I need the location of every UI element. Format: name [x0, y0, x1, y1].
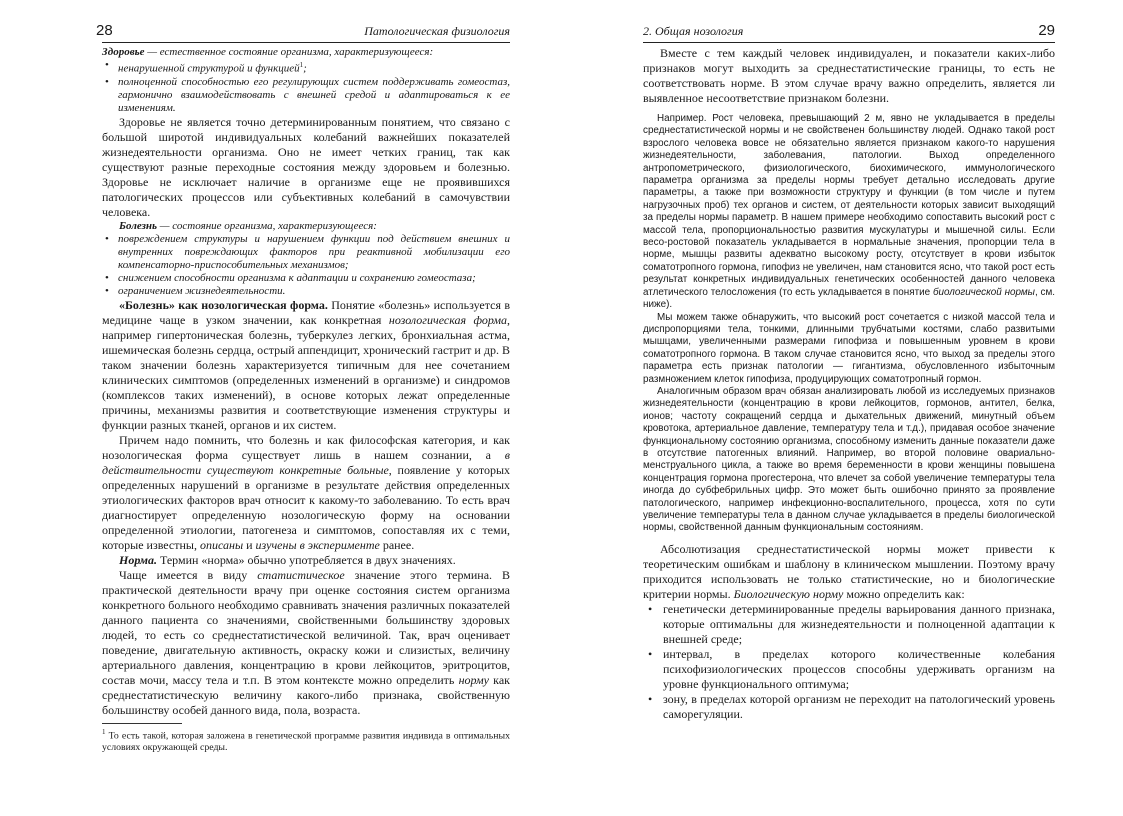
footnote: $^1$ То есть такой, которая заложена в генетической программе развития индивида в оптимальных условиях окружающей среды.	[102, 727, 511, 753]
disease-definition	[102, 220, 510, 298]
paragraph: Здоровье не является точно детерминированным понятием, что связано с большой широтой индивидуальных колебаний важнейших показателей жизнедеятельности организма. Оно не имеет четких границ, так как существуют разные переходные состояния между здоровьем и болезнью. Здоровье не исключает наличие в организме еще не проявившихся патологических процессов или субъективных колебаний в самочувствии человека.	[102, 114, 510, 219]
list-item: • ненарушенной структурой и функцией$^1$;	[118, 59, 510, 76]
disease-definition-intro: Болезнь — состояние организма, характеризующееся:	[119, 219, 377, 232]
list-item: • полноценной способностью его регулирующих систем поддерживать гомеостаз, гармонично взаимодействовать с внешней средой и адаптироваться к ее изменениям.	[118, 76, 510, 115]
right-page-number: 29	[1038, 22, 1055, 39]
biological-norm-list	[643, 602, 1055, 722]
right-page-header	[643, 22, 1055, 43]
left-page-header	[96, 22, 510, 43]
paragraph: Норма. Термин «норма» обычно употребляется в двух значениях.	[119, 552, 456, 567]
health-definition	[102, 46, 510, 115]
health-definition-intro: Здоровье — естественное состояние организма, характеризующееся:	[102, 46, 434, 58]
example-paragraph: Аналогичным образом врач обязан анализировать любой из исследуемых признаков жизнедеятельности (концентрацию в крови лейкоцитов, гормонов, антител, белка, ионов; частоту сокращений сердца и дыхательных движений, минутный объем кровотока, артериальное давление, температуру тела и т.д.), придавая особое значение функциональному состоянию организма, способному изменить данные показатели даже в отсутствие патогенных влияний. Например, во второй половине овариально-менструального цикла, а также во время беременности в крови женщины повышена концентрация гормона прогестерона, что влечет за собой увеличение температуры тела иногда до субфебрильных цифр. Это может быть ошибочно принято за проявление патологического, например инфекционно-воспалительного, процесса, хотя по сути увеличение температуры тела в данном случае укладывается в пределы биологической нормы, свойственной данным функциональным состояниям.	[643, 385, 1055, 534]
list-item: • ограничением жизнедеятельности.	[118, 285, 510, 298]
paragraph: «Болезнь» как нозологическая форма. Понятие «болезнь» используется в медицине чаще в узком значении, как конкретная нозологическая форма, например гипертоническая болезнь, туберкулез легких, бронхиальная астма, ишемическая болезнь сердца, острый аппендицит, хронический гастрит и др. В таком значении болезнь характеризуется типичным для нее сочетанием клинических симптомов (определенных изменений в организме) и синдромов (комплексов таких изменений), в основе которых лежат определенные причины, механизмы развития и соответствующие изменения структуры и функции разных тканей, органов и их систем.	[102, 297, 510, 432]
list-item: • зону, в пределах которой организм не переходит на патологический уровень саморегуляции.	[663, 692, 1055, 722]
disease-definition-list	[102, 233, 510, 298]
left-page-number: 28	[96, 22, 113, 39]
right-running-title: 2. Общая нозология	[643, 24, 744, 38]
left-page	[96, 22, 511, 754]
paragraph: Абсолютизация среднестатистической нормы может привести к теоретическим ошибкам и шаблону в клиническом мышлении. Поэтому врачу приходится использовать не только статистические, но и биологические критерии нормы. Биологическую норму можно определить как:	[643, 541, 1055, 601]
footnote-rule	[102, 723, 182, 724]
list-item: • генетически детерминированные пределы варьирования данного признака, которые оптимальны для жизнедеятельности и полноценной адаптации к внешней среде;	[663, 602, 1055, 647]
footnote-mark: 1	[299, 61, 304, 69]
list-item: • повреждением структуры и нарушением функции под действием внешних и внутренних повреждающих факторов при реактивной мобилизации его компенсаторно-приспособительных механизмов;	[118, 233, 510, 272]
left-running-title: Патологическая физиология	[364, 24, 510, 38]
example-paragraph: Мы можем также обнаружить, что высокий рост сочетается с низкой массой тела и диспропорциями тела, тонкими, длинными трубчатыми костями, слабо развитыми мышцами, увеличенными размерами гипофиза и повышенным уровнем в крови соматотропного гормона. В таком случае становится ясно, что выход за пределы этого параметра есть признак патологии — гигантизма, обусловленного избыточным размножением клеток гипофиза, продуцирующих соматотропный гормон.	[643, 311, 1055, 385]
list-item: • снижением способности организма к адаптации и сохранению гомеостаза;	[118, 272, 510, 285]
right-page	[643, 22, 1055, 722]
paragraph: Причем надо помнить, что болезнь и как философская категория, и как нозологическая форма существует лишь в нашем сознании, а в действительности существуют конкретные больные, появление у которых определенных нарушений в организме в результате действия определенных этиологических факторов врач относит к какому-то заболеванию. То есть врач диагностирует определенную нозологическую форму на основании определенной этиологии, патогенеза и симптомов, сопоставляя их с теми, которые известны, описаны и изучены в эксперименте ранее.	[102, 432, 511, 552]
list-item: • интервал, в пределах которого количественные колебания психофизиологических процессов способны удерживать организм на уровне функционального оптимума;	[663, 647, 1055, 692]
paragraph: Чаще имеется в виду статистическое значение этого термина. В практической деятельности врачу при оценке состояния систем организма конкретного больного необходимо сравнивать значения различных показателей данного пациента со значениями, свойственными большинству здоровых людей, то есть со среднестатистической величиной. Так, врач оценивает поведение, двигательную активность, окраску кожи и слизистых, величину артериального давления, концентрацию в крови лейкоцитов, эритроцитов, состав мочи, массу тела и т.п. В этом контексте можно определить норму как среднестатистическую величину какого-либо признака, свойственную большинству особей данного вида, пола, возраста.	[102, 567, 510, 717]
example-paragraph: Например. Рост человека, превышающий 2 м, явно не укладывается в пределы среднестатистической нормы и не свойственен большинству людей. Однако такой рост взрослого человека вовсе не обязательно является признаком какого-то нарушения жизнедеятельности, заболевания, патологии. Выход определенного антропометрического, физиологического, биохимического, иммунологического параметра организма за пределы нормы требует детально исследовать другие параметры, а также при возможности структуру и функции (в том числе и путем нагрузочных проб) тех органов и систем, от деятельности которых зависит выходящий за пределы нормы параметр. В нашем примере необходимо сопоставить высокий рост с массой тела, пропорциональностью развития мускулатуры и мышечной силы. Если весо-ростовой показатель укладывается в нормальные значения, пропорции тела в норме, мышцы развиты адекватно высокому росту, отсутствует в крови избыток соматотропного гормона, гипофиз не увеличен, нам становится ясно, что такой рост есть результат конкретных индивидуальных генетических особенностей данного человека атлетического телосложения (то есть укладывается в понятие биологической нормы, см. ниже).	[643, 113, 1055, 311]
health-definition-list	[102, 59, 510, 115]
paragraph: Вместе с тем каждый человек индивидуален, и показатели каких-либо признаков могут выходить за среднестатистические границы, то есть не соответствовать норме. В этом случае врачу важно определить, является ли выявленное несоответствие признаком болезни.	[643, 46, 1055, 105]
